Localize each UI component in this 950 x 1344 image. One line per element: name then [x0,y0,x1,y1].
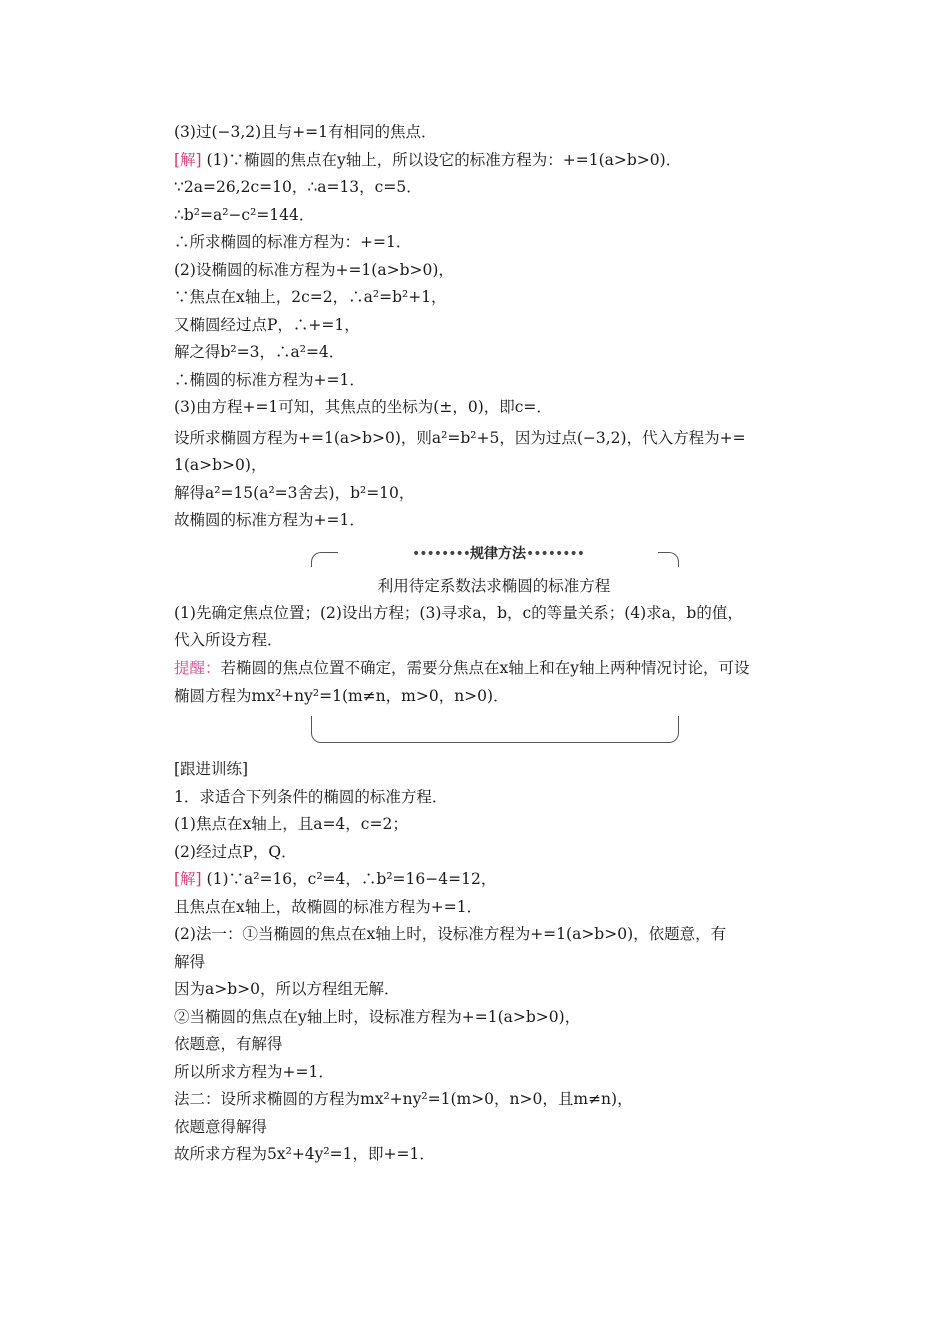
text-line: 依题意，有解得 [174,1035,283,1053]
text-line: 且焦点在x轴上，故椭圆的标准方程为+=1． [174,898,483,916]
text-line: 设所求椭圆方程为+=1(a>b>0)，则a²=b²+5，因为过点(−3,2)，代入方程为+= [174,429,746,447]
text-line: ∴b²=a²−c²=144． [174,206,315,224]
text-line: ∵2a=26,2c=10，∴a=13，c=5． [174,178,422,196]
solution-tag: [解] [174,870,202,888]
text-line: 故所求方程为5x²+4y²=1，即+=1． [174,1145,435,1163]
text-line: 解之得b²=3，∴a²=4． [174,343,345,361]
text-line: (1)焦点在x轴上，且a=4，c=2； [174,815,408,833]
text-line: (3)由方程+=1可知，其焦点的坐标为(±，0)，即c=． [174,398,552,416]
solution-tag: [解] [174,151,202,169]
text-line: (2)设椭圆的标准方程为+=1(a>b>0)， [174,261,454,279]
text-line: 解得a²=15(a²=3舍去)，b²=10， [174,484,415,502]
text-line: ②当椭圆的焦点在y轴上时，设标准方程为+=1(a>b>0)， [174,1008,581,1026]
method-box-line: (1)先确定焦点位置；(2)设出方程；(3)寻求a，b，c的等量关系；(4)求a，b的值， [174,604,743,622]
text-line: 所以所求方程为+=1． [174,1063,334,1081]
text-line: [解] (1)∵椭圆的焦点在y轴上，所以设它的标准方程为：+=1(a>b>0)． [174,151,682,169]
method-box-line: 代入所设方程． [174,631,283,649]
text-line: 解得 [174,953,206,971]
text-line: (3)过(−3,2)且与+=1有相同的焦点． [174,123,437,141]
text-line: ∵焦点在x轴上，2c=2，∴a²=b²+1， [174,288,447,306]
text-line: [解] (1)∵a²=16，c²=4，∴b²=16−4=12， [174,870,497,888]
method-box-tip: 提醒：若椭圆的焦点位置不确定，需要分焦点在x轴上和在y轴上两种情况讨论，可设 [174,659,750,677]
text-line: 因为a>b>0，所以方程组无解． [174,980,400,998]
method-box-title: ••••••••规律方法•••••••• [338,543,658,563]
method-box-tip: 椭圆方程为mx²+ny²=1(m≠n，m>0，n>0)． [174,687,509,705]
text-line: 1．求适合下列条件的椭圆的标准方程． [174,788,448,806]
practice-header: [跟进训练] [174,760,249,778]
method-box-bottom-border [311,716,679,743]
text-line: ∴椭圆的标准方程为+=1． [174,371,365,389]
text-line: 1(a>b>0)， [174,456,267,474]
text-line: (2)法一：①当椭圆的焦点在x轴上时，设标准方程为+=1(a>b>0)，依题意，有 [174,925,727,943]
text-line: ∴所求椭圆的标准方程为：+=1． [174,233,412,251]
text-line: 法二：设所求椭圆的方程为mx²+ny²=1(m>0，n>0，且m≠n)， [174,1090,633,1108]
text-line: 又椭圆经过点P，∴+=1， [174,316,360,334]
text-line: 故椭圆的标准方程为+=1． [174,511,365,529]
tip-label: 提醒： [174,659,221,677]
text-line: 依题意得解得 [174,1118,268,1136]
text-line: (2)经过点P，Q． [174,843,297,861]
method-box-subtitle: 利用待定系数法求椭圆的标准方程 [377,577,611,595]
